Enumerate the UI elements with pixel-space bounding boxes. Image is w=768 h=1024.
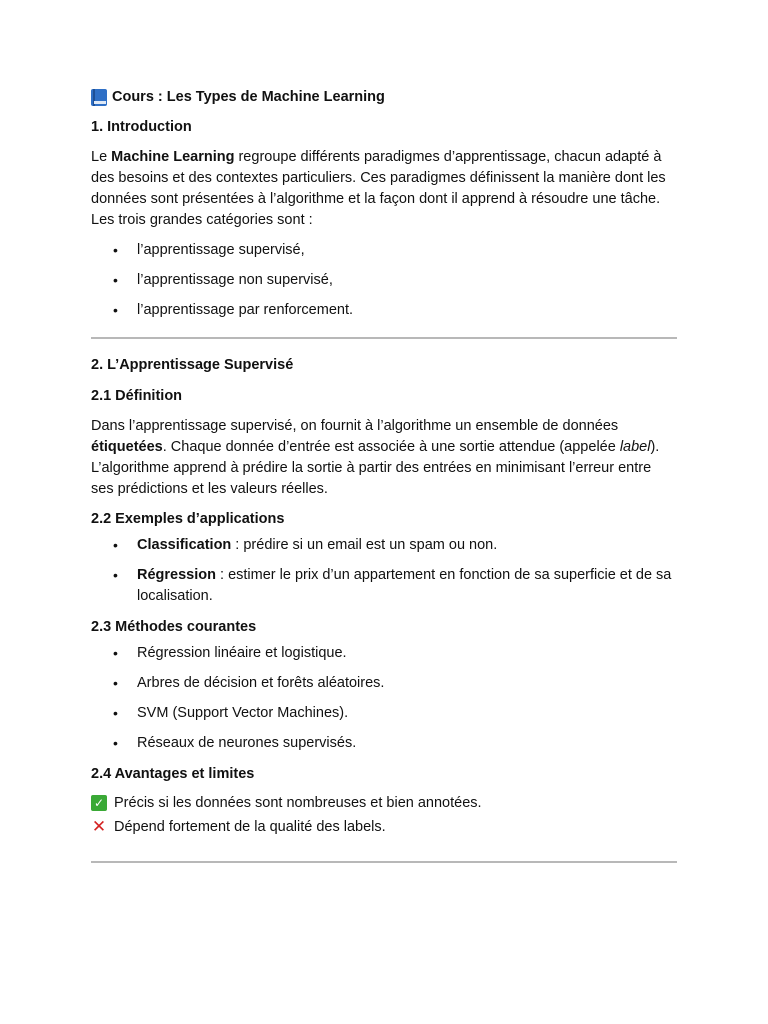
book-icon <box>91 89 107 106</box>
list-item: • Réseaux de neurones supervisés. <box>91 733 677 754</box>
list-item: • l’apprentissage par renforcement. <box>91 300 677 321</box>
subsection-heading-advantages: 2.4 Avantages et limites <box>91 766 255 782</box>
section-heading-introduction: 1. Introduction <box>91 119 192 135</box>
document-content <box>91 86 677 863</box>
list-item: • Arbres de décision et forêts aléatoires. <box>91 673 677 694</box>
advantage-row <box>91 791 677 815</box>
label-italic: label <box>619 439 651 455</box>
section-divider <box>91 861 677 863</box>
machine-learning-bold: Machine Learning <box>111 149 235 165</box>
examples-list <box>91 535 677 607</box>
subsection-heading-definition: 2.1 Définition <box>91 388 183 404</box>
categories-list <box>91 240 677 321</box>
document-title <box>91 86 677 108</box>
subsection-heading-methods: 2.3 Méthodes courantes <box>91 619 257 635</box>
list-item: • SVM (Support Vector Machines). <box>91 703 677 724</box>
definition-paragraph-2: L’algorithme apprend à prédire la sortie à partir des entrées en minimisant l’erreur entre ses prédictions et les valeurs réelles. <box>91 460 652 497</box>
document-title-text: Cours : Les Types de Machine Learning <box>112 89 385 105</box>
list-item: • l’apprentissage supervisé, <box>91 240 677 261</box>
definition-paragraph: Dans l’apprentissage supervisé, on fournit à l’algorithme un ensemble de données étiquetées. Chaque donnée d’entrée est associée à une sortie attendue (appelée label). <box>91 418 660 455</box>
limitation-text: Dépend fortement de la qualité des labels. <box>114 819 386 835</box>
advantage-text: Précis si les données sont nombreuses et bien annotées. <box>114 795 482 811</box>
subsection-heading-examples: 2.2 Exemples d’applications <box>91 511 285 527</box>
list-item: • Classification : prédire si un email est un spam ou non. <box>91 535 677 556</box>
etiquetees-bold: étiquetées <box>91 439 163 455</box>
cross-mark-icon: ✕ <box>91 817 107 836</box>
limitation-row <box>91 815 677 839</box>
methods-list <box>91 643 677 754</box>
list-item: • Régression linéaire et logistique. <box>91 643 677 664</box>
intro-categories-line: Les trois grandes catégories sont : <box>91 212 313 228</box>
list-item: • Régression : estimer le prix d’un appartement en fonction de sa superficie et de sa localisation. <box>91 565 677 607</box>
section-divider <box>91 337 677 339</box>
list-item: • l’apprentissage non supervisé, <box>91 270 677 291</box>
intro-paragraph: Le Machine Learning regroupe différents paradigmes d’apprentissage, chacun adapté à des besoins et des contextes particuliers. Ces paradigmes définissent la manière dont les données sont présentées à l’algorithme et la façon dont il apprend à résoudre une tâche. <box>91 149 666 207</box>
section-heading-supervised: 2. L’Apprentissage Supervisé <box>91 357 294 373</box>
check-mark-icon: ✓ <box>91 795 107 811</box>
